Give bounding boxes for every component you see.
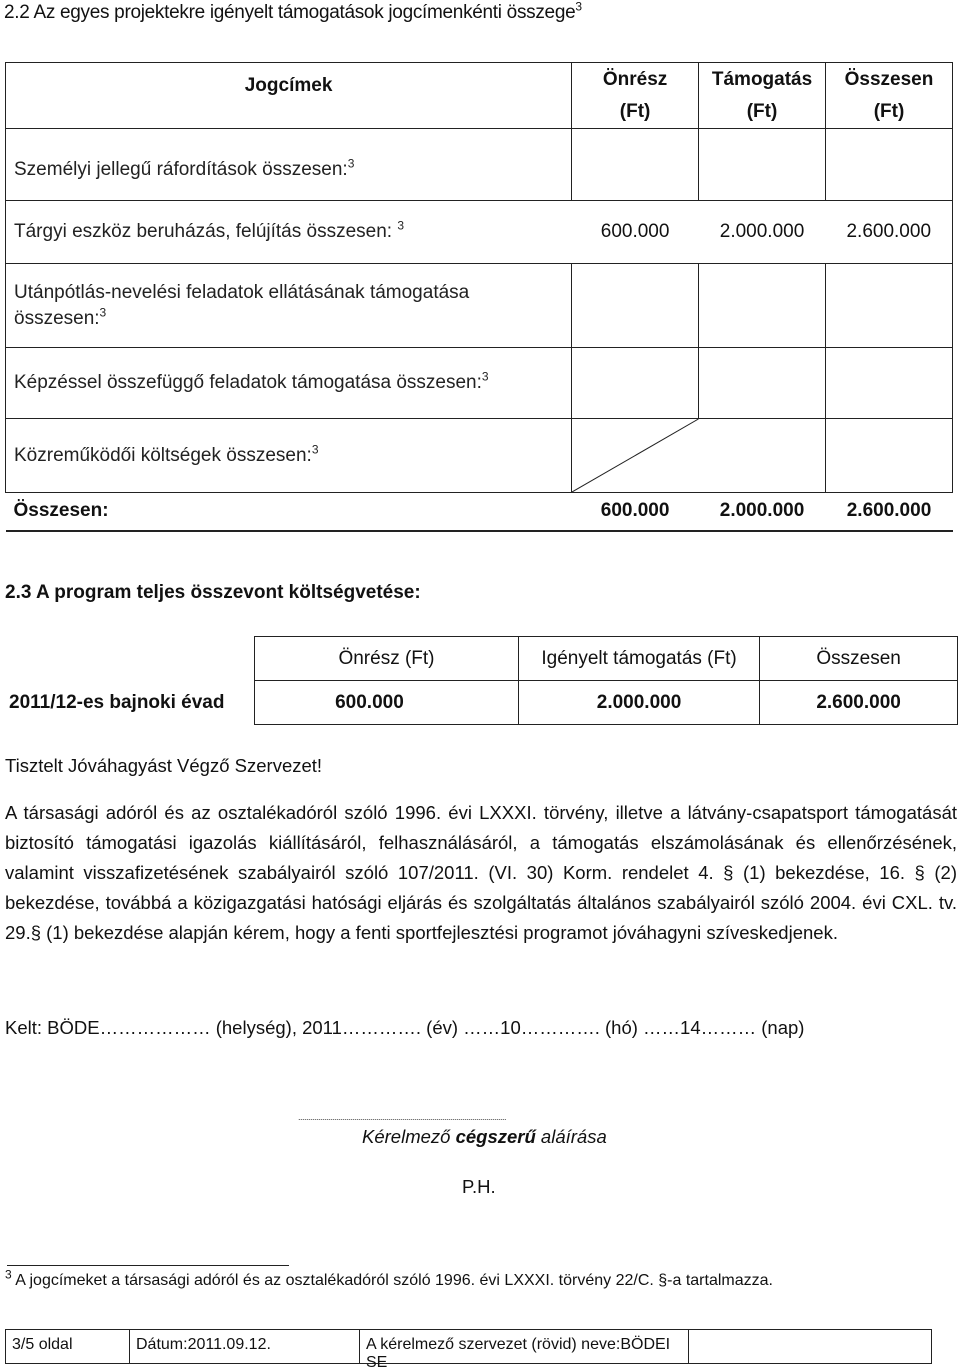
table-row xyxy=(6,201,953,264)
footer-org: A kérelmező szervezet (rövid) neve:BÖDEI SE xyxy=(360,1330,689,1363)
total-onresz: 600.000 xyxy=(572,493,699,531)
total-osszesen: 2.600.000 xyxy=(826,493,953,531)
row-osszesen xyxy=(826,129,953,201)
row-osszesen xyxy=(826,419,953,493)
signature-label: Kérelmező cégszerű aláírása xyxy=(362,1126,607,1147)
row-osszesen: 2.600.000 xyxy=(826,201,953,264)
total-label: Összesen: xyxy=(6,493,572,531)
footnote: $^3$ A jogcímeket a társasági adóról és az osztalékadóról szóló 1996. évi LXXXI. törvény 22/C. §-a tartalmazza. xyxy=(5,1267,773,1289)
row-onresz xyxy=(572,348,699,419)
row-label: Képzéssel összefüggő feladatok támogatása összesen:$^3$ xyxy=(6,348,572,419)
footer-empty xyxy=(689,1330,931,1363)
budget-table xyxy=(5,636,958,725)
total-row xyxy=(6,493,953,531)
section-title-2: 2.3 A program teljes összevont költségvetése: xyxy=(5,582,421,603)
table-header-row xyxy=(6,63,953,129)
greeting: Tisztelt Jóváhagyást Végző Szervezet! xyxy=(5,755,323,776)
crossed-cell xyxy=(572,419,826,493)
section-title: 2.2 Az egyes projektekre igényelt támogatások jogcímenkénti összege$^3$ xyxy=(4,0,582,23)
header-osszesen: Összesen xyxy=(760,637,958,681)
blank-cell xyxy=(5,637,255,681)
footnote-rule xyxy=(7,1265,289,1266)
table-row xyxy=(6,264,953,348)
row-igenyelt: 2.000.000 xyxy=(518,681,759,725)
footer-date: Dátum:2011.09.12. xyxy=(130,1330,360,1363)
kelt-line: Kelt: BÖDE……………… (helység), 2011…………. (év) ……10…………. (hó) ……14……… (nap) xyxy=(5,1017,805,1038)
row-label: Személyi jellegű ráfordítások összesen:$^3$ xyxy=(6,129,572,201)
header-tamogatas: Támogatás (Ft) xyxy=(699,63,826,129)
header-onresz: Önrész (Ft) xyxy=(572,63,699,129)
row-osszesen xyxy=(826,264,953,348)
signature-line: ........................................................................................................ xyxy=(298,1112,507,1122)
header-osszesen: Összesen (Ft) xyxy=(826,63,953,129)
row-label: 2011/12-es bajnoki évad xyxy=(9,691,225,713)
row-tamogatas: 2.000.000 xyxy=(699,201,826,264)
table-header-row xyxy=(5,637,958,681)
row-tamogatas xyxy=(699,129,826,201)
row-osszesen: 2.600.000 xyxy=(760,681,958,725)
row-osszesen xyxy=(826,348,953,419)
row-label: Utánpótlás-nevelési feladatok ellátásának támogatása összesen:$^3$ xyxy=(6,264,572,348)
header-onresz: Önrész (Ft) xyxy=(255,637,519,681)
row-onresz xyxy=(572,129,699,201)
row-onresz: 600.000 xyxy=(572,201,699,264)
diagonal-strike xyxy=(572,419,825,492)
row-tamogatas xyxy=(699,348,826,419)
table-row xyxy=(6,419,953,493)
ph-mark: P.H. xyxy=(462,1176,496,1197)
header-jogcimek: Jogcímek xyxy=(6,63,572,129)
row-onresz: 600.000 xyxy=(255,681,519,725)
letter-body: A társasági adóról és az osztalékadóról szóló 1996. évi LXXXI. törvény, illetve a látvány-csapatsport támogatását biztosító támogatási igazolás kiállításáról, felhasználásáról, a támogatás elszámolásának és ellenőrzésének, valamint visszafizetésének szabályairól szóló 107/2011. (VI. 30) Korm. rendelet 4. § (1) bekezdése, 16. § (2) bekezdése, továbbá a közigazgatási hatósági eljárás és szolgáltatás általános szabályairól szóló 2004. évi CXL. tv. 29.§ (1) bekezdése alapján kérem, hogy a fenti sportfejlesztési programot jóváhagyni szíveskedjenek. xyxy=(5,802,957,943)
row-label: Közreműködői költségek összesen:$^3$ xyxy=(6,419,572,493)
table-row xyxy=(5,681,958,725)
row-onresz xyxy=(572,264,699,348)
header-igenyelt: Igényelt támogatás (Ft) xyxy=(518,637,759,681)
row-label: Tárgyi eszköz beruházás, felújítás összesen: $^3$ xyxy=(6,201,572,264)
footer-page: 3/5 oldal xyxy=(6,1330,130,1363)
table-row xyxy=(6,129,953,201)
page-footer xyxy=(5,1329,932,1371)
row-tamogatas xyxy=(699,264,826,348)
total-tamogatas: 2.000.000 xyxy=(699,493,826,531)
table-row xyxy=(6,348,953,419)
cost-table xyxy=(5,62,953,532)
